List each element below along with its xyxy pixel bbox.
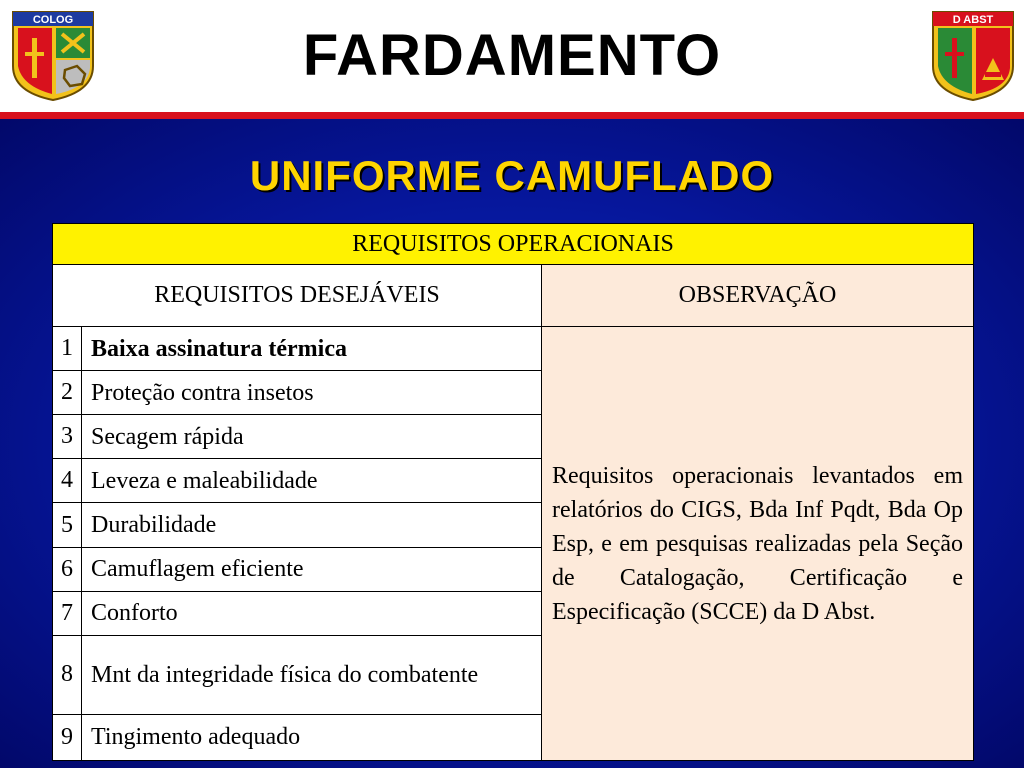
row-number: 1 [53, 327, 82, 371]
row-number: 8 [53, 635, 82, 714]
row-requirement: Durabilidade [82, 503, 542, 547]
column-header-observation: OBSERVAÇÃO [542, 265, 974, 327]
row-requirement: Camuflagem eficiente [82, 547, 542, 591]
row-number: 9 [53, 714, 82, 760]
row-requirement: Tingimento adequado [82, 714, 542, 760]
row-requirement: Baixa assinatura térmica [82, 327, 542, 371]
colog-label: COLOG [32, 14, 74, 26]
slide-subtitle: UNIFORME CAMUFLADO [249, 152, 775, 199]
row-requirement: Secagem rápida [82, 415, 542, 459]
table-header-row [53, 265, 974, 327]
row-requirement: Leveza e maleabilidade [82, 459, 542, 503]
row-requirement: Conforto [82, 591, 542, 635]
header-divider [0, 112, 1024, 119]
row-number: 4 [53, 459, 82, 503]
dabst-label: D ABST [952, 14, 994, 26]
row-number: 5 [53, 503, 82, 547]
table-row [53, 327, 974, 371]
dabst-crest-icon [930, 10, 1016, 102]
column-header-requirements: REQUISITOS DESEJÁVEIS [53, 265, 542, 327]
row-requirement: Proteção contra insetos [82, 371, 542, 415]
requirements-table [52, 223, 974, 761]
row-requirement: Mnt da integridade física do combatente [82, 635, 542, 714]
row-number: 2 [53, 371, 82, 415]
page-title: FARDAMENTO [302, 23, 722, 88]
table-title-row [53, 224, 974, 265]
row-number: 7 [53, 591, 82, 635]
observation-text: Requisitos operacionais levantados em relatórios do CIGS, Bda Inf Pqdt, Bda Op Esp, e em pesquisas realizadas pela Seção de Catalogação, Certificação e Especificação (SCCE) da D Abst. [542, 327, 974, 761]
row-number: 6 [53, 547, 82, 591]
table-title: REQUISITOS OPERACIONAIS [53, 224, 974, 265]
row-number: 3 [53, 415, 82, 459]
header [0, 0, 1024, 112]
